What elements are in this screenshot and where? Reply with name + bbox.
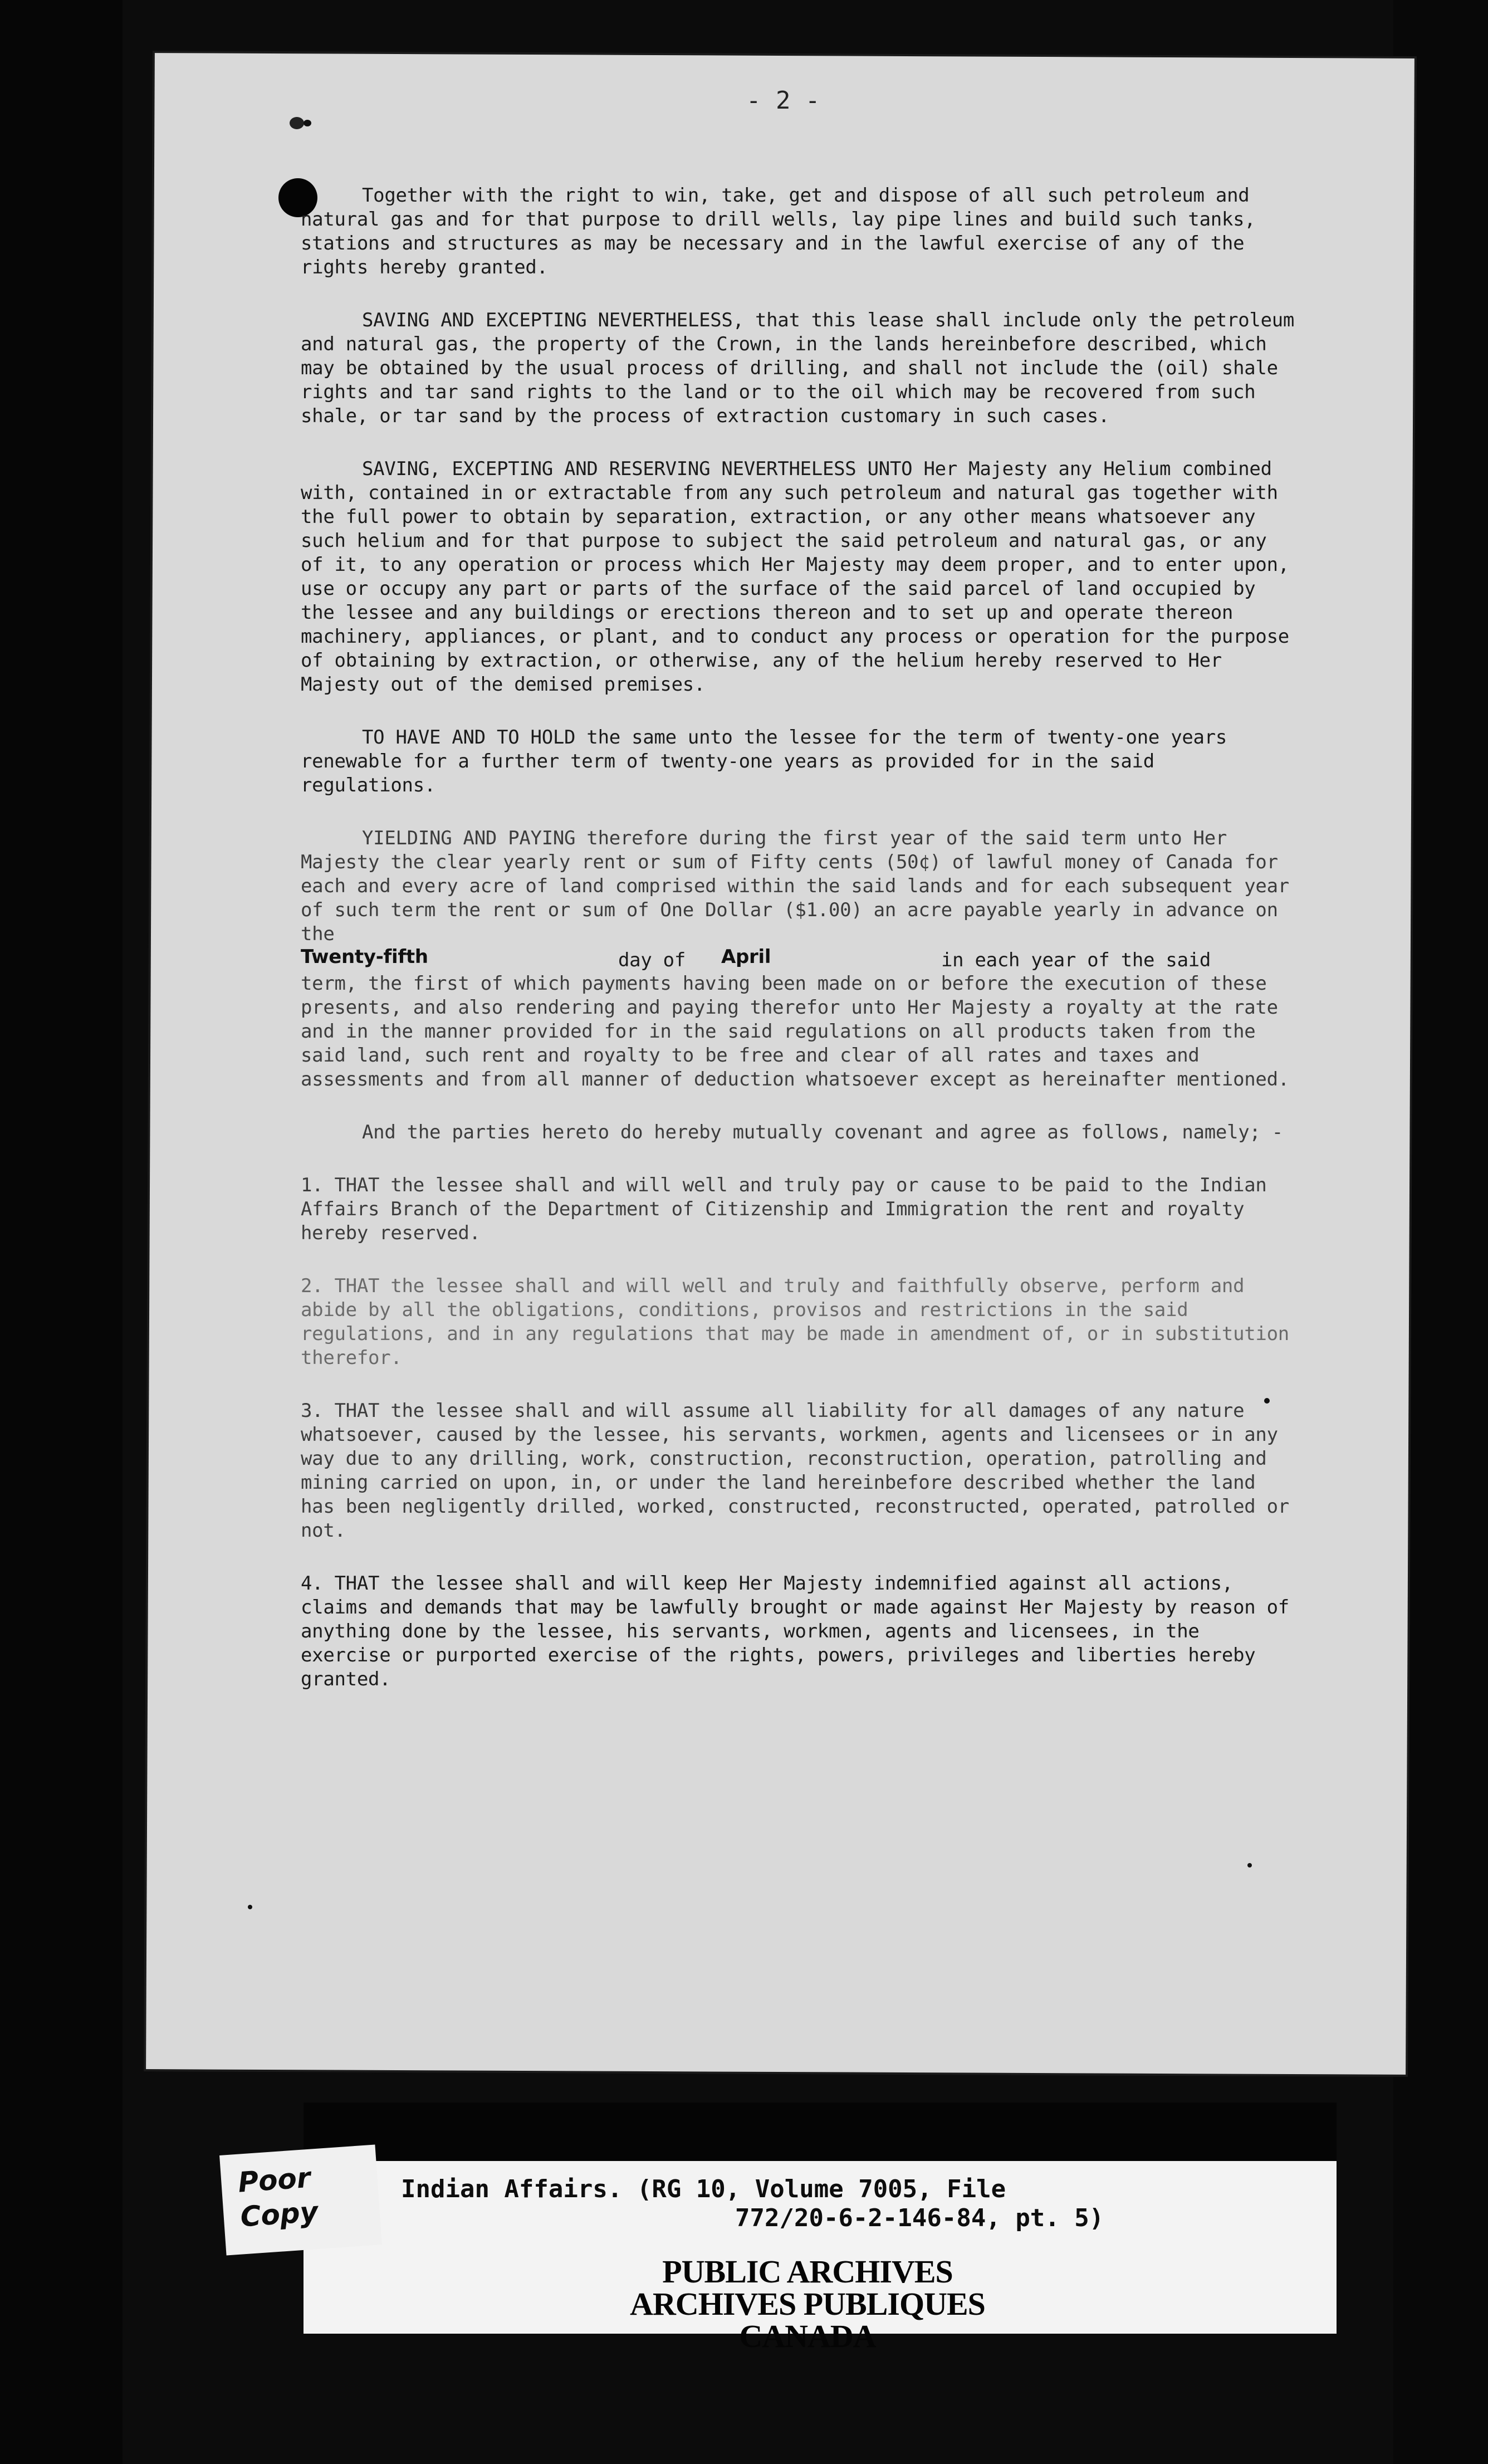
payment-date-line bbox=[301, 945, 1298, 972]
covenant-4: 4. THAT the lessee shall and will keep Her Majesty indemnified against all actions, claims and demands that may be lawfully brought or made against Her Majesty by reason of anything done by the lessee, his servants, workmen, agents and licensees, in the exercise or purported exercise of the rights, powers, privileges and liberties hereby granted. bbox=[301, 1572, 1289, 1690]
speck-mark bbox=[304, 120, 311, 126]
covenant-1: 1. THAT the lessee shall and will well and truly pay or cause to be paid to the Indian Affairs Branch of the Department of Citizenship and Immigration the rent and royalty hereby reserved. bbox=[301, 1174, 1267, 1244]
payment-day-value: Twenty-fifth bbox=[301, 946, 428, 968]
poor-copy-line-2: Copy bbox=[239, 2195, 319, 2233]
paragraph-yielding-paying bbox=[301, 827, 1298, 1092]
ink-spot-icon bbox=[290, 117, 304, 129]
archives-line-3: CANADA bbox=[739, 2318, 876, 2354]
poor-copy-line-1: Poor bbox=[237, 2161, 312, 2199]
paragraph-covenants-intro: And the parties hereto do hereby mutually covenant and agree as follows, namely; - bbox=[362, 1121, 1283, 1143]
archives-line-1: PUBLIC ARCHIVES bbox=[662, 2253, 953, 2290]
film-gap bbox=[304, 2103, 1337, 2161]
yielding-paying-continued: term, the first of which payments having been made on or before the execution of these presents, and also rendering and paying therefor unto Her Majesty a royalty at the rate and in the manner provided for in the said regulations on all products taken from the said land, such rent and royalty to be free and clear of all rates and taxes and assessments and from all manner of deduction whatsoever except as hereinafter mentioned. bbox=[301, 972, 1289, 1091]
film-border-left bbox=[0, 0, 123, 2464]
payment-month-value: April bbox=[721, 946, 771, 968]
speck-mark bbox=[248, 1905, 252, 1909]
speck-mark bbox=[1264, 1398, 1270, 1404]
covenant-3: 3. THAT the lessee shall and will assume all liability for all damages of any nature whatsoever, caused by the lessee, his servants, workmen, agents and licensees or in any way due to any drilling, work, construction, reconstruction, operation, patrolling and mining carried on upon, in, or under the land hereinbefore described whether the land has been negligently drilled, worked, constructed, reconstructed, operated, patrolled or not. bbox=[301, 1400, 1289, 1542]
page-number: - 2 - bbox=[746, 86, 820, 115]
poor-copy-text bbox=[237, 2160, 319, 2234]
reference-line-2: 772/20-6-2-146-84, pt. 5) bbox=[735, 2204, 1104, 2232]
paragraph-helium-reservation: SAVING, EXCEPTING AND RESERVING NEVERTHELESS UNTO Her Majesty any Helium combined with, contained in or extractable from any such petroleum and natural gas together with the full power to obtain by separation, extraction, or any other means whatsoever any such helium and for that purpose to subject the said petroleum and natural gas, or any of it, to any operation or process which Her Majesty may deem proper, and to enter upon, use or occupy any part or parts of the surface of the said parcel of land occupied by the lessee and any buildings or erections thereon and to set up and operate thereon machinery, appliances, or plant, and to conduct any process or operation for the purpose of obtaining by extraction, or otherwise, any of the helium hereby reserved to Her Majesty out of the demised premises. bbox=[301, 458, 1289, 696]
speck-mark bbox=[1247, 1863, 1252, 1867]
paragraph-rights-granted: Together with the right to win, take, get and dispose of all such petroleum and natural gas and for that purpose to drill wells, lay pipe lines and build such tanks, stations and structures as may be necessary and in the lawful exercise of any of the rights hereby granted. bbox=[301, 184, 1256, 278]
covenant-2: 2. THAT the lessee shall and will well and truly and faithfully observe, perform and abide by all the obligations, conditions, provisos and restrictions in the said regulations, and in any regulations that may be made in amendment of, or in substitution therefor. bbox=[301, 1275, 1289, 1369]
in-each-year-label: in each year of the said bbox=[941, 949, 1211, 971]
yielding-paying-text: YIELDING AND PAYING therefore during the first year of the said term unto Her Majesty the clear yearly rent or sum of Fifty cents (50¢) of lawful money of Canada for each and every acre of land comprised within the said lands and for each subsequent year of such term the rent or sum of One Dollar ($1.00) an acre payable yearly in advance on the bbox=[301, 827, 1289, 945]
paragraph-saving-excepting: SAVING AND EXCEPTING NEVERTHELESS, that this lease shall include only the petroleum and natural gas, the property of the Crown, in the lands hereinbefore described, which may be obtained by the usual process of drilling, and shall not include the (oil) shale rights and tar sand rights to the land or to the oil which may be recovered from such shale, or tar sand by the process of extraction customary in such cases. bbox=[301, 309, 1295, 427]
paragraph-habendum: TO HAVE AND TO HOLD the same unto the lessee for the term of twenty-one years renewable for a further term of twenty-one years as provided for in the said regulations. bbox=[301, 726, 1227, 796]
day-of-label: day of bbox=[618, 949, 686, 971]
archive-reference bbox=[401, 2175, 1104, 2233]
archives-stamp bbox=[585, 2253, 1030, 2354]
lease-body bbox=[301, 184, 1298, 1720]
poor-copy-stamp bbox=[219, 2144, 382, 2255]
reference-line-1: Indian Affairs. (RG 10, Volume 7005, File bbox=[401, 2175, 1006, 2203]
archives-line-2: ARCHIVES PUBLIQUES bbox=[630, 2286, 985, 2322]
